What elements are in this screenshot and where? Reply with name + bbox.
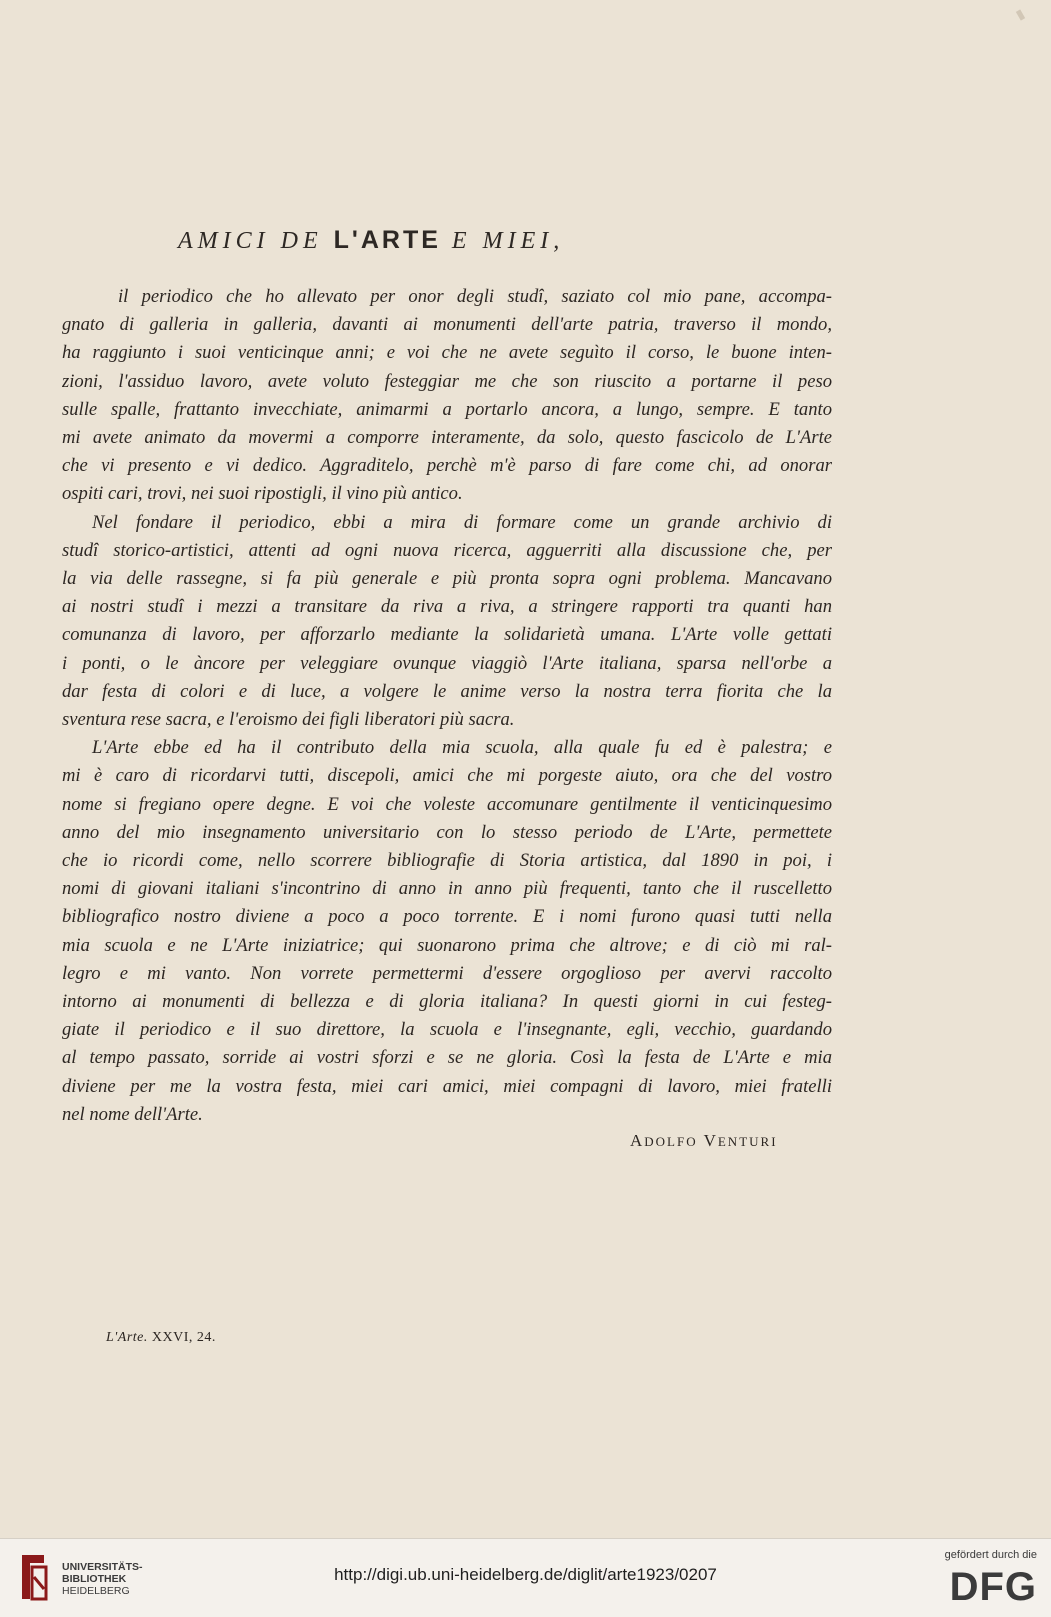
signature-first-rest: DOLFO <box>644 1134 698 1149</box>
text-line: legro e mi vanto. Non vorrete permettermi d'essere orgoglioso per avervi raccolto <box>62 962 832 984</box>
text-line: zioni, l'assiduo lavoro, avete voluto festeggiar me che son riuscito a portarne il peso <box>62 370 832 392</box>
text-line: nel nome dell'Arte. <box>62 1103 203 1125</box>
text-line: ai nostri studî i mezzi a transitare da riva a riva, a stringere rapporti tra quanti han <box>62 596 832 618</box>
signature-last-initial: V <box>703 1131 718 1150</box>
title-arte: L'ARTE <box>333 226 441 254</box>
library-line2: BIBLIOTHEK <box>62 1573 127 1585</box>
footer-ref: XXVI, 24. <box>151 1330 216 1345</box>
text-line: dar festa di colori e di luce, a volgere le anime verso la nostra terra fiorita che la <box>62 680 832 702</box>
text-line: diviene per me la vostra festa, miei cari amici, miei compagni di lavoro, miei fratelli <box>62 1075 832 1097</box>
signature-first-initial: A <box>630 1131 645 1150</box>
text-line: che vi presento e vi dedico. Aggraditelo, perchè m'è parso di fare come chi, ad onorar <box>62 455 832 477</box>
digitization-bar <box>0 1538 1051 1617</box>
text-line: il periodico che ho allevato per onor degli studî, saziato col mio pane, accompa- <box>118 286 832 307</box>
signature <box>630 1131 778 1151</box>
library-line3: HEIDELBERG <box>62 1585 130 1597</box>
text-line: mi avete animato da movermi a comporre interamente, da solo, questo fascicolo de L'Arte <box>62 427 832 449</box>
text-line: sventura rese sacra, e l'eroismo dei figli liberatori più sacra. <box>62 709 515 731</box>
library-line1: UNIVERSITÄTS- <box>62 1561 143 1573</box>
text-line: giate il periodico e il suo direttore, la scuola e l'insegnante, egli, vecchio, guardando <box>62 1019 832 1041</box>
text-line: mi è caro di ricordarvi tutti, discepoli, amici che mi porgeste aiuto, ora che del vostro <box>62 765 832 787</box>
text-line: al tempo passato, sorride ai vostri sforzi e se ne gloria. Così la festa de L'Arte e mia <box>62 1047 832 1069</box>
text-line: che io ricordi come, nello scorrere bibliografie di Storia artistica, dal 1890 in poi, i <box>62 850 832 872</box>
text-line: i ponti, o le àncore per veleggiare ovunque viaggiò l'Arte italiana, sparsa nell'orbe a <box>62 652 832 674</box>
text-line: comunanza di lavoro, per afforzarlo mediante la solidarietà umana. L'Arte volle gettati <box>62 624 832 646</box>
title-part2: E MIEI, <box>451 228 565 254</box>
title-part1: AMICI DE <box>178 228 323 254</box>
signature-last-rest: ENTURI <box>717 1134 778 1149</box>
text-line: sulle spalle, frattanto invecchiate, animarmi a portarlo ancora, a lungo, sempre. E tanto <box>62 398 832 420</box>
text-line: L'Arte ebbe ed ha il contributo della mia scuola, alla quale fu ed è palestra; e <box>92 737 832 759</box>
text-line: gnato di galleria in galleria, davanti ai monumenti dell'arte patria, traverso il mondo, <box>62 314 832 336</box>
text-line: studî storico-artistici, attenti ad ogni nuova ricerca, agguerriti alla discussione che, per <box>62 539 832 561</box>
text-line: la via delle rassegne, si fa più generale e più pronta sopra ogni problema. Mancavano <box>62 568 832 590</box>
source-url-link[interactable]: http://digi.ub.uni-heidelberg.de/diglit/arte1923/0207 <box>334 1565 717 1584</box>
text-line: nomi di giovani italiani s'incontrino di anno in anno più frequenti, tanto che il ruscelletto <box>62 878 832 900</box>
text-line: mia scuola e ne L'Arte iniziatrice; qui suonarono prima che altrove; e di ciò mi ral- <box>62 934 832 956</box>
text-line: anno del mio insegnamento universitario con lo stesso periodo de L'Arte, permettete <box>62 821 832 843</box>
letter-body <box>62 283 832 1129</box>
page-mark <box>1016 9 1025 20</box>
page-title <box>178 226 818 255</box>
funded-by-label: gefördert durch die <box>944 1549 1037 1561</box>
text-line: intorno ai monumenti di bellezza e di gloria italiana? In questi giorni in cui festeg- <box>62 991 832 1013</box>
text-line: ospiti cari, trovi, nei suoi ripostigli, il vino più antico. <box>62 483 463 505</box>
text-line: ha raggiunto i suoi venticinque anni; e voi che ne avete seguìto il corso, le buone inten- <box>62 342 832 364</box>
text-line: Nel fondare il periodico, ebbi a mira di formare come un grande archivio di <box>92 511 832 533</box>
footer-journal: L'Arte. <box>106 1330 148 1345</box>
text-line: nome si fregiano opere degne. E voi che voleste accomunare gentilmente il venticinquesimo <box>62 793 832 815</box>
dfg-logo: DFG <box>949 1565 1037 1609</box>
page-footer <box>106 1330 216 1346</box>
text-line: bibliografico nostro diviene a poco a poco torrente. E i nomi furono quasi tutti nella <box>62 906 832 928</box>
